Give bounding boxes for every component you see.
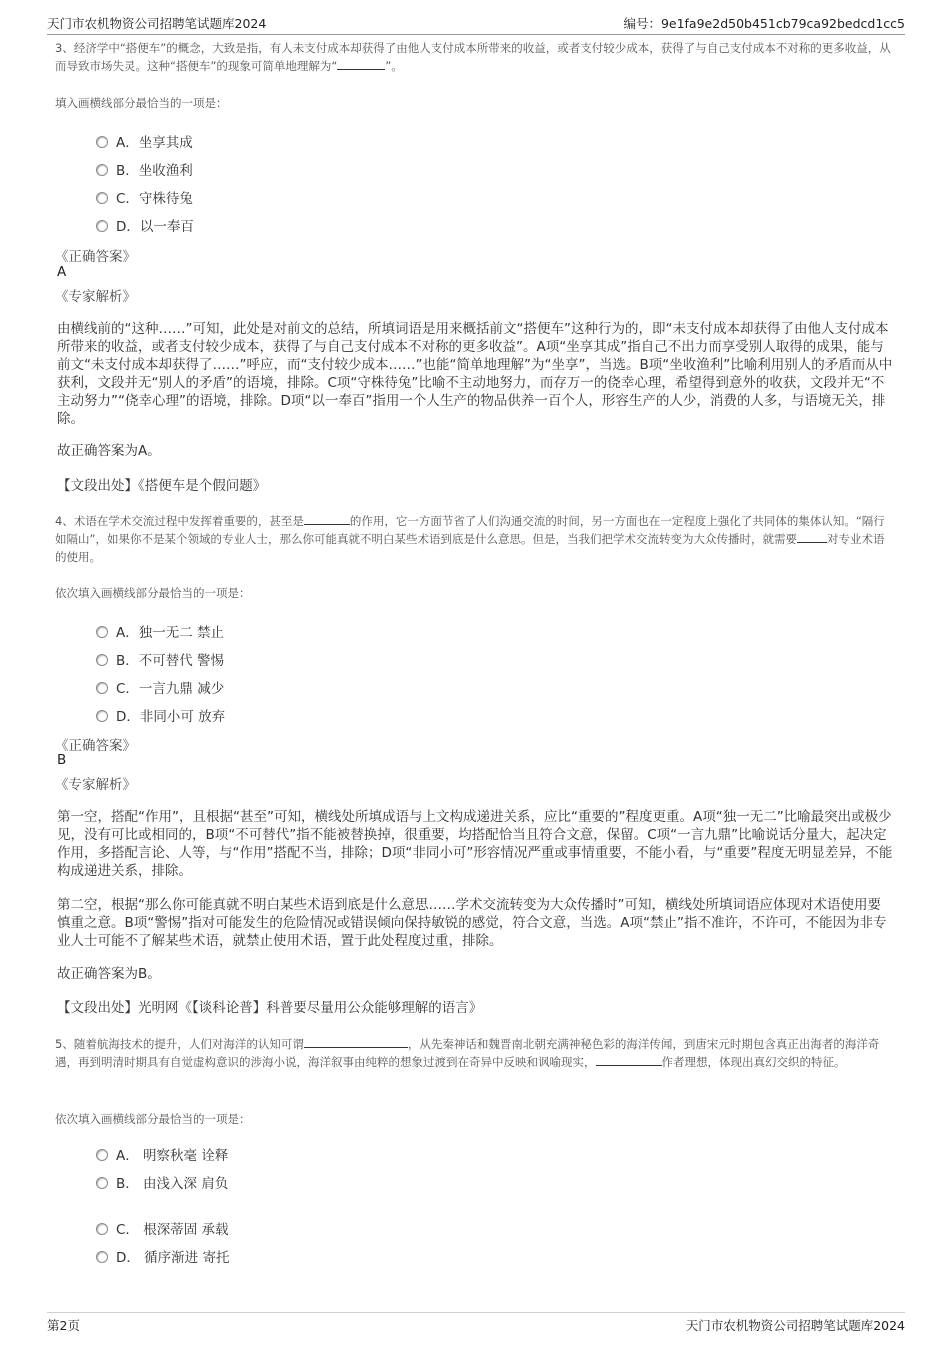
radio-icon[interactable] (96, 220, 108, 232)
source-text: 【文段出处】《搭便车是个假问题》 (57, 478, 267, 494)
conclusion-text: 故正确答案为B。 (57, 966, 161, 982)
radio-icon[interactable] (96, 710, 108, 722)
answer-blank (304, 512, 350, 525)
analysis-label: 《专家解析》 (55, 289, 136, 305)
option-5c[interactable]: C． 根深蒂固 承载 (96, 1218, 229, 1238)
radio-icon[interactable] (96, 136, 108, 148)
option-4a[interactable]: A．独一无二 禁止 (96, 621, 224, 641)
option-5d[interactable]: D． 循序渐进 寄托 (96, 1246, 229, 1266)
option-3b[interactable]: B．坐收渔利 (96, 159, 193, 179)
radio-icon[interactable] (96, 626, 108, 638)
header-title: 天门市农机物资公司招聘笔试题库2024 (47, 16, 267, 31)
answer-value: B (57, 752, 67, 768)
answer-value: A (57, 264, 67, 280)
analysis-label: 《专家解析》 (55, 777, 136, 793)
option-3c[interactable]: C．守株待兔 (96, 187, 193, 207)
analysis-text: 由横线前的“这种……”可知，此处是对前文的总结，所填词语是用来概括前文“搭便车”这种行为的，即“未支付成本却获得了由他人支付成本所带来的收益，或者支付较少成本，获得了与自己支付成本不对称的更多收益”。A项“坐享其成”指自己不出力而享受别人取得的成果，能与前文“未支付成本却获得了……”呼应，而“支付较少成本……”也能“简单地理解”为“坐享”，当选。B项“坐收渔利”比喻利用别人的矛盾而从中获利，文段并无“别人的矛盾”的语境，排除。C项“守株待兔”比喻不主动地努力，而存万一的侥幸心理，希望得到意外的收获，文段并无“不主动努力”“侥幸心理”的语境，排除。D项“以一奉百”指用一个人生产的物品供养一百个人，形容生产的人少，消费的人多，与语境无关，排除。 (57, 321, 893, 427)
option-3d[interactable]: D．以一奉百 (96, 215, 194, 235)
header-serial: 编号：9e1fa9e2d50b451cb79ca92bedcd1cc5 (623, 16, 905, 31)
conclusion-text: 故正确答案为A。 (57, 443, 161, 459)
analysis-text-1: 第一空，搭配“作用”，且根据“甚至”可知，横线处所填成语与上文构成递进关系，应比“重要的”程度更重。A项“独一无二”比喻最突出或极少见，没有可比或相同的，B项“不可替代”指不能被替换掉，很重要，均搭配恰当且符合文意，保留。C项“一言九鼎”比喻说话分量大，起决定作用，多搭配言论、人等，与“作用”搭配不当，排除；D项“非同小可”形容情况严重或事情重要，不能小看，与“重要”程度无明显差异，不能构成递进关系，排除。 (57, 809, 893, 879)
answer-blank (304, 1035, 408, 1048)
answer-blank (596, 1053, 662, 1066)
page-number: 第2页 (47, 1318, 80, 1333)
question-3-prompt: 填入画横线部分最恰当的一项是： (55, 96, 228, 110)
question-5-text: 5、随着航海技术的提升，人们对海洋的认知可谓 ，从先秦神话和魏晋南北朝充满神秘色彩的海洋传闻，到唐宋元时期包含真正出海者的海洋奇遇，再到明清时期具有自觉虚构意识的涉海小说，海洋叙事由纯粹的想象过渡到在奇异中反映和讽喻现实， 作者理想，体现出真幻交织的特征。 (55, 1037, 880, 1069)
option-5a[interactable]: A． 明察秋毫 诠释 (96, 1144, 228, 1164)
question-3-text: 3、经济学中“搭便车”的概念，大致是指，有人未支付成本却获得了由他人支付成本所带来的收益，或者支付较少成本，获得了与自己支付成本不对称的更多收益，从而导致市场失灵。这种“搭便车”的现象可简单地理解为“ ”。 (55, 41, 891, 73)
radio-icon[interactable] (96, 1177, 108, 1189)
option-3a[interactable]: A．坐享其成 (96, 131, 193, 151)
option-4b[interactable]: B．不可替代 警惕 (96, 649, 224, 669)
option-4d[interactable]: D．非同小可 放弃 (96, 705, 225, 725)
radio-icon[interactable] (96, 654, 108, 666)
answer-label: 《正确答案》 (55, 249, 136, 265)
analysis-text-2: 第二空，根据“那么你可能真就不明白某些术语到底是什么意思……学术交流转变为大众传播时”可知，横线处所填词语应体现对术语使用要慎重之意。B项“警惕”指对可能发生的危险情况或错误倾向保持敏锐的感觉，符合文意，当选。A项“禁止”指不准许，不许可，不能因为非专业人士可能不了解某些术语，就禁止使用术语，置于此处程度过重，排除。 (57, 897, 887, 949)
option-5b[interactable]: B． 由浅入深 肩负 (96, 1172, 228, 1192)
question-5-prompt: 依次填入画横线部分最恰当的一项是： (55, 1112, 251, 1126)
page-header (47, 12, 905, 35)
radio-icon[interactable] (96, 1251, 108, 1263)
answer-label: 《正确答案》 (55, 738, 136, 754)
radio-icon[interactable] (96, 682, 108, 694)
page-footer (47, 1312, 905, 1335)
answer-blank (797, 530, 827, 543)
radio-icon[interactable] (96, 1149, 108, 1161)
answer-blank (337, 57, 385, 70)
radio-icon[interactable] (96, 1223, 108, 1235)
footer-title: 天门市农机物资公司招聘笔试题库2024 (685, 1318, 905, 1333)
question-4-text: 4、术语在学术交流过程中发挥着重要的，甚至是 的作用，它一方面节省了人们沟通交流的时间，另一方面也在一定程度上强化了共同体的集体认知。“隔行如隔山”，如果你不是某个领域的专业人士，那么你可能真就不明白某些术语到底是什么意思。但是，当我们把学术交流转变为大众传播时，就需要 对专业术语的使用。 (55, 514, 885, 564)
radio-icon[interactable] (96, 164, 108, 176)
question-4-prompt: 依次填入画横线部分最恰当的一项是： (55, 586, 251, 600)
option-4c[interactable]: C．一言九鼎 减少 (96, 677, 224, 697)
source-text: 【文段出处】光明网《【谈科论普】科普要尽量用公众能够理解的语言》 (57, 1000, 483, 1016)
radio-icon[interactable] (96, 192, 108, 204)
